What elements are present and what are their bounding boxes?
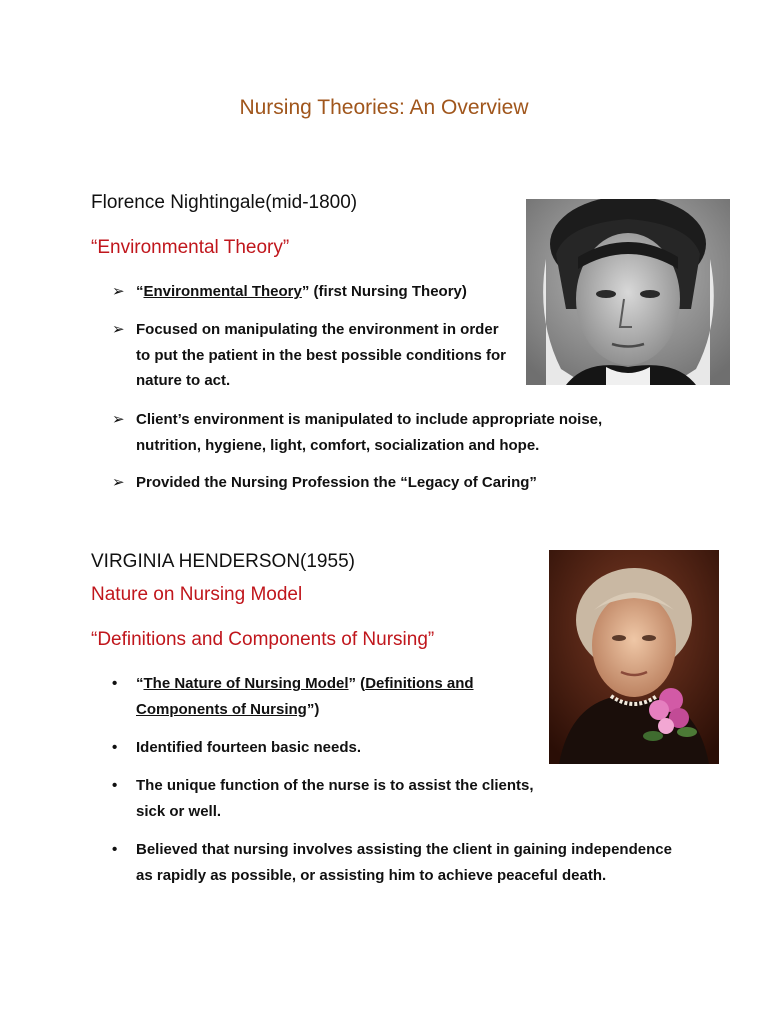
theory-title-definitions: “Definitions and Components of Nursing” (91, 629, 435, 650)
list-item (112, 837, 692, 888)
item-text: Client’s environment is manipulated to include appropriate noise, nutrition, hygiene, light, comfort, socialization and hope. (136, 411, 603, 454)
arrow-bullet-icon: ➢ (112, 321, 125, 338)
list-item (112, 773, 542, 824)
arrow-bullet-icon: ➢ (112, 283, 125, 300)
theorist-name-henderson: VIRGINIA HENDERSON(1955) (91, 551, 355, 572)
bullet-icon: • (112, 777, 118, 794)
item-text: ”) (306, 700, 320, 718)
list-item (112, 407, 632, 458)
arrow-bullet-icon: ➢ (112, 474, 125, 491)
list-item (112, 279, 712, 305)
item-text: ” ( (348, 675, 366, 692)
quote-open: “ (136, 283, 144, 300)
item-text: Believed that nursing involves assisting the client in gaining independence as rapidly as possible, or assisting him to achieve peaceful death. (136, 841, 672, 884)
bullet-icon: • (112, 841, 118, 858)
item-text: Identified fourteen basic needs. (136, 739, 362, 756)
list-item (112, 735, 712, 761)
arrow-bullet-icon: ➢ (112, 411, 125, 428)
page-title: Nursing Theories: An Overview (239, 96, 529, 119)
list-item (112, 317, 507, 394)
model-title: Nature on Nursing Model (91, 584, 303, 605)
bullet-icon: • (112, 675, 118, 692)
underlined-term: Definitions and Components of Nursing (136, 675, 474, 718)
item-text: The unique function of the nurse is to assist the clients, sick or well. (136, 777, 534, 820)
item-text: Focused on manipulating the environment in order to put the patient in the best possible conditions for nature to act. (136, 321, 506, 389)
item-text: ” (first Nursing Theory) (301, 283, 467, 300)
list-item (112, 671, 512, 722)
photo-virginia-henderson (549, 550, 719, 764)
list-item (112, 470, 712, 496)
theory-title-environmental: “Environmental Theory” (91, 237, 290, 258)
underlined-term: Environmental Theory (143, 283, 302, 300)
underlined-term: The Nature of Nursing Model (143, 675, 349, 692)
bullet-icon: • (112, 739, 118, 756)
quote-open: “ (136, 675, 144, 692)
item-text: Provided the Nursing Profession the “Legacy of Caring” (136, 474, 537, 491)
theorist-name-nightingale: Florence Nightingale(mid-1800) (91, 192, 358, 213)
